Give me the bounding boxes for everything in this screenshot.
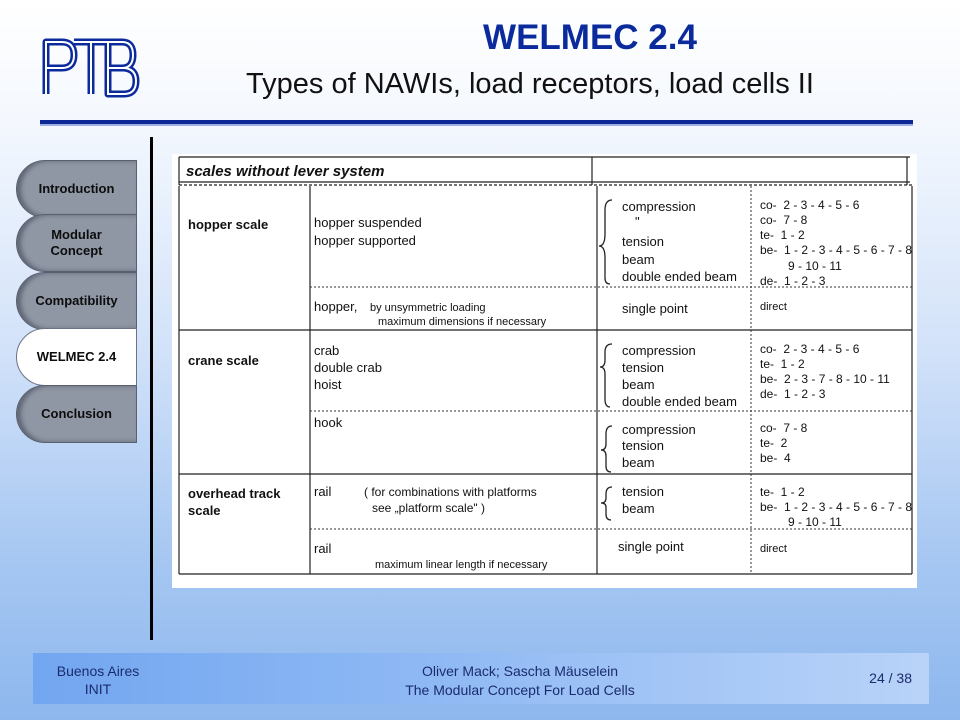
nav-tab-compatibility[interactable] (16, 272, 137, 330)
receptor-text: rail (314, 484, 332, 499)
code-text: te- 1 - 2 (760, 228, 805, 242)
nav-tab-conclusion[interactable] (16, 385, 137, 443)
cell-type-text: tension (622, 234, 664, 249)
cell-type-text: " (635, 214, 640, 229)
nav-tab-welmec[interactable] (16, 328, 137, 386)
receptor-text: hopper, (314, 299, 358, 314)
code-text: 9 - 10 - 11 (788, 515, 842, 529)
cell-type-text: double ended beam (622, 269, 737, 284)
receptor-note: see „platform scale" ) (372, 501, 485, 515)
cell-type-text: beam (622, 455, 655, 470)
category-label: scale (188, 503, 221, 518)
code-text: be- 2 - 3 - 7 - 8 - 10 - 11 (760, 372, 890, 386)
receptor-text: rail (314, 541, 332, 556)
nav-tab-label: Introduction (38, 181, 115, 196)
code-text: co- 7 - 8 (760, 421, 808, 435)
slide-title: WELMEC 2.4 (483, 18, 697, 57)
nav-tab-label: WELMEC 2.4 (36, 349, 117, 364)
receptor-text: hopper supported (314, 233, 416, 248)
cell-type-text: single point (622, 301, 688, 316)
code-text: co- 2 - 3 - 4 - 5 - 6 (760, 342, 860, 356)
footer-city: Buenos Aires (56, 663, 140, 679)
code-text: be- 4 (760, 451, 791, 465)
footer-location (33, 662, 163, 698)
footer-talk-title: The Modular Concept For Load Cells (405, 682, 635, 698)
footer-credits (340, 662, 700, 700)
code-text: co- 2 - 3 - 4 - 5 - 6 (760, 198, 860, 212)
cell-type-text: beam (622, 252, 655, 267)
code-text: co- 7 - 8 (760, 213, 808, 227)
receptor-note: maximum linear length if necessary (375, 559, 548, 571)
code-text: te- 1 - 2 (760, 485, 805, 499)
page-number: 24 / 38 (869, 670, 912, 686)
category-label: crane scale (188, 353, 259, 368)
receptor-text: crab (314, 343, 340, 358)
cell-type-text: beam (622, 501, 655, 516)
footer-event: INIT (84, 681, 112, 697)
table-heading: scales without lever system (186, 163, 385, 180)
cell-type-text: compression (622, 199, 696, 214)
cell-type-text: tension (622, 360, 664, 375)
nawi-table-figure (172, 154, 917, 588)
code-text: be- 1 - 2 - 3 - 4 - 5 - 6 - 7 - 8 (760, 243, 913, 257)
footer-authors: Oliver Mack; Sascha Mäuselein (421, 663, 619, 679)
code-text: te- 2 (760, 436, 788, 450)
code-text: direct (760, 301, 787, 313)
cell-type-text: beam (622, 377, 655, 392)
code-text: 9 - 10 - 11 (788, 259, 842, 273)
receptor-note: by unsymmetric loading (370, 302, 486, 314)
nawi-types-table (172, 154, 917, 588)
receptor-note: maximum dimensions if necessary (378, 316, 547, 328)
cell-type-text: tension (622, 438, 664, 453)
cell-type-text: double ended beam (622, 394, 737, 409)
nav-tab-label: Compatibility (35, 293, 118, 308)
sidebar-divider (150, 137, 153, 640)
receptor-text: hopper suspended (314, 215, 422, 230)
receptor-text: hoist (314, 377, 342, 392)
nav-tab-label: Conclusion (41, 406, 112, 421)
receptor-text: hook (314, 415, 343, 430)
category-label: hopper scale (188, 217, 269, 232)
cell-type-text: compression (622, 422, 696, 437)
cell-type-text: compression (622, 343, 696, 358)
slide-subtitle: Types of NAWIs, load receptors, load cells II (246, 68, 814, 100)
code-text: direct (760, 543, 787, 555)
category-label: overhead track (188, 486, 281, 501)
receptor-note: ( for combinations with platforms (364, 485, 537, 499)
code-text: te- 1 - 2 (760, 357, 805, 371)
receptor-text: double crab (314, 360, 382, 375)
code-text: be- 1 - 2 - 3 - 4 - 5 - 6 - 7 - 8 (760, 500, 913, 514)
cell-type-text: single point (618, 539, 684, 554)
nav-tab-label: Modular Concept (50, 227, 103, 258)
ptb-logo (40, 36, 140, 98)
nav-tab-modular-concept[interactable] (16, 214, 137, 272)
code-text: de- 1 - 2 - 3 (760, 387, 826, 401)
cell-type-text: tension (622, 484, 664, 499)
title-divider (40, 120, 913, 126)
code-text: de- 1 - 2 - 3 (760, 274, 826, 288)
nav-tab-introduction[interactable] (16, 160, 137, 218)
